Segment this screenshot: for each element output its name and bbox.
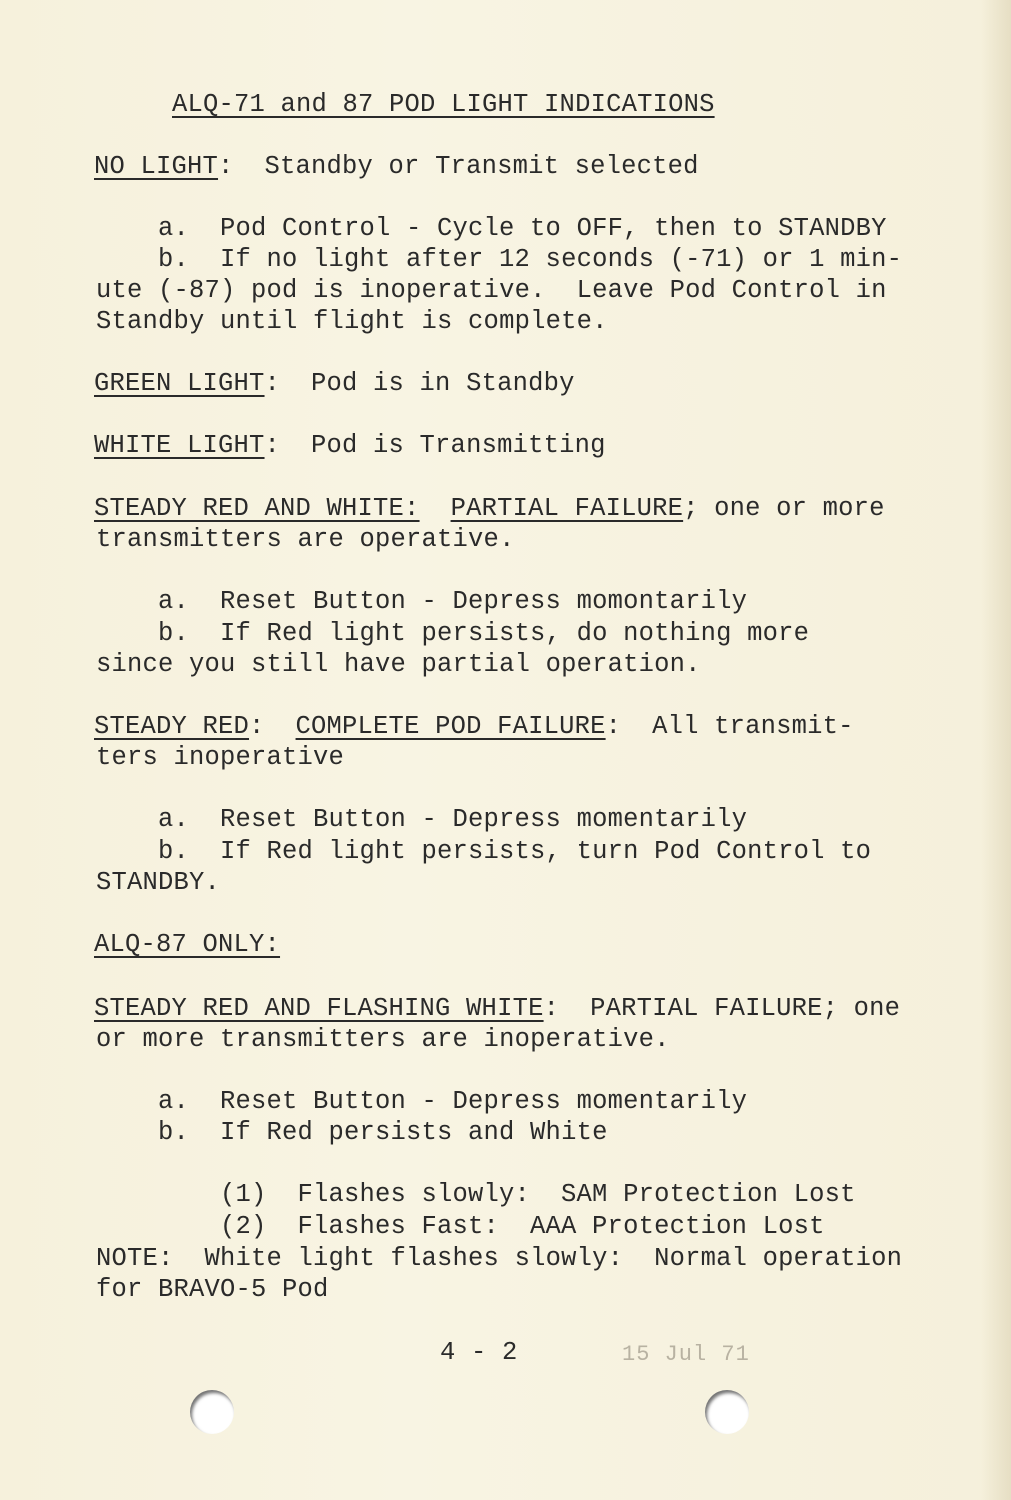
white-light-desc: : Pod is Transmitting xyxy=(264,431,606,460)
white-light-label: WHITE LIGHT xyxy=(94,431,265,460)
date-stamp: 15 Jul 71 xyxy=(622,1342,750,1367)
no-light-step-b-line2: ute (-87) pod is inoperative. Leave Pod Control in xyxy=(96,276,887,305)
green-light-heading xyxy=(94,369,575,399)
binder-hole-right xyxy=(705,1390,749,1434)
steady-red-desc: : All transmit- xyxy=(605,712,854,741)
alq87-only-heading: ALQ-87 ONLY: xyxy=(94,930,281,959)
steady-red-flashing-white-label: STEADY RED AND FLASHING WHITE xyxy=(94,994,544,1023)
page-number: 4 - 2 xyxy=(440,1338,518,1367)
steady-red-white-label: STEADY RED AND WHITE: xyxy=(94,494,420,523)
no-light-heading xyxy=(94,152,699,182)
steady-red-heading: STEADY RED: COMPLETE POD FAILURE: All transmit- xyxy=(94,712,854,741)
note-line1: NOTE: White light flashes slowly: Normal operation xyxy=(96,1244,903,1273)
steady-red-white-step-a: a. Reset Button - Depress momontarily xyxy=(158,587,748,616)
no-light-desc: : Standby or Transmit selected xyxy=(218,152,699,181)
flashes-slowly-item: (1) Flashes slowly: SAM Protection Lost xyxy=(220,1180,856,1209)
no-light-label: NO LIGHT xyxy=(94,152,219,181)
steady-red-flashing-white-step-b: b. If Red persists and White xyxy=(158,1118,608,1147)
page-edge-shadow xyxy=(981,0,1011,1500)
steady-red-white-desc: ; one or more xyxy=(683,494,885,523)
steady-red-label: STEADY RED xyxy=(94,712,250,741)
steady-red-flashing-white-line2: or more transmitters are inoperative. xyxy=(96,1025,670,1054)
green-light-label: GREEN LIGHT xyxy=(94,369,265,398)
page-title: ALQ-71 and 87 POD LIGHT INDICATIONS xyxy=(172,90,715,119)
steady-red-white-line2: transmitters are operative. xyxy=(96,525,515,554)
steady-red-step-a: a. Reset Button - Depress momentarily xyxy=(158,805,748,834)
no-light-step-b-line3: Standby until flight is complete. xyxy=(96,307,608,336)
no-light-step-a: a. Pod Control - Cycle to OFF, then to STANDBY xyxy=(158,214,887,243)
steady-red-white-step-b-line2: since you still have partial operation. xyxy=(96,650,701,679)
steady-red-white-heading xyxy=(94,494,885,524)
steady-red-flashing-white-heading xyxy=(94,994,900,1024)
binder-hole-left xyxy=(190,1390,234,1434)
note-line2: for BRAVO-5 Pod xyxy=(96,1275,329,1304)
steady-red-flashing-white-step-a: a. Reset Button - Depress momentarily xyxy=(158,1087,748,1116)
steady-red-step-b-line1: b. If Red light persists, turn Pod Control to xyxy=(158,837,872,866)
white-light-heading xyxy=(94,431,606,461)
no-light-step-b-line1: b. If no light after 12 seconds (-71) or 1 min- xyxy=(158,245,903,274)
steady-red-white-step-b-line1: b. If Red light persists, do nothing more xyxy=(158,619,810,648)
steady-red-step-b-line2: STANDBY. xyxy=(96,868,221,897)
flashes-fast-item: (2) Flashes Fast: AAA Protection Lost xyxy=(220,1212,825,1241)
complete-pod-failure-label: COMPLETE POD FAILURE xyxy=(295,712,606,741)
steady-red-flashing-white-desc: : PARTIAL FAILURE; one xyxy=(543,994,901,1023)
partial-failure-label: PARTIAL FAILURE xyxy=(450,494,684,523)
green-light-desc: : Pod is in Standby xyxy=(264,369,575,398)
steady-red-line2: ters inoperative xyxy=(96,743,345,772)
